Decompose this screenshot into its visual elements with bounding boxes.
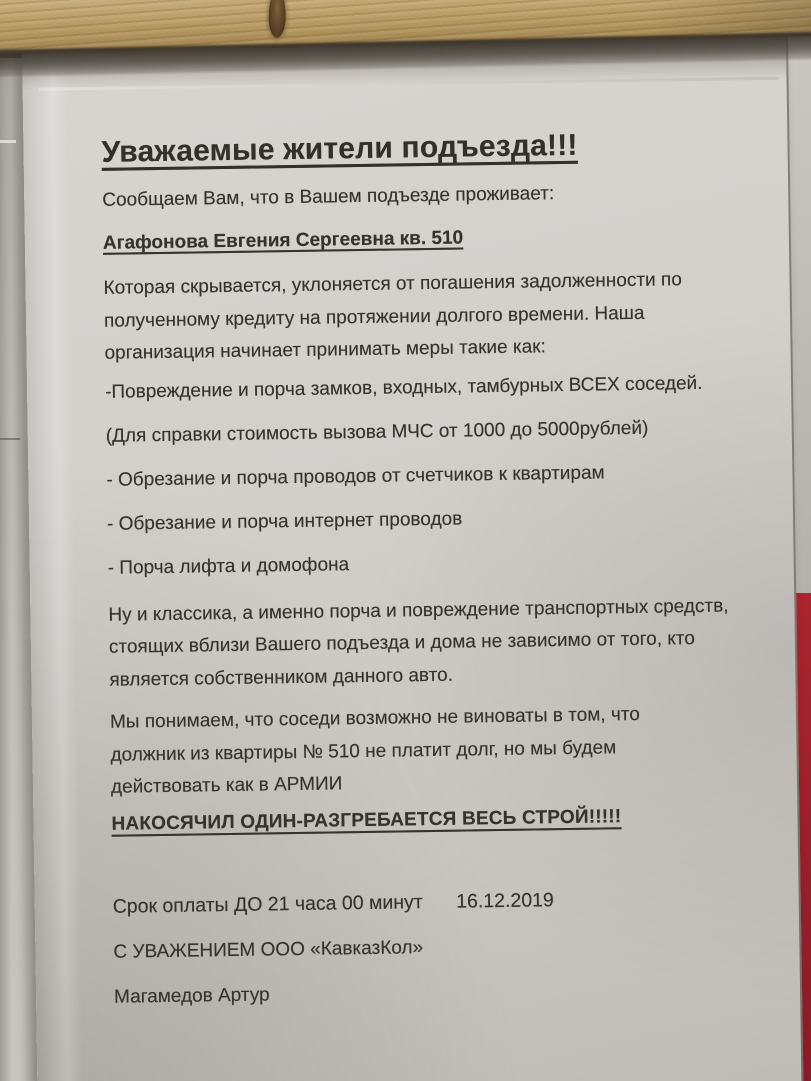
signature-person: Магамедов Артур [113, 983, 270, 1008]
debtor-name-line: Агафонова Евгения Сергеевна кв. 510 [102, 227, 464, 254]
wood-knot [268, 0, 286, 38]
paragraph-debt-description: Которая скрывается, уклоняется от погашения задолженности по полученному кредиту на протяжении долгого времени. Наша организация начинает принимать меры такие как: [103, 269, 682, 364]
notice-title: Уважаемые жители подъезда!!! [101, 128, 578, 169]
measure-item-internet-wires: - Обрезание и порча интернет проводов [106, 508, 463, 535]
wall-mark [0, 438, 20, 440]
measure-item-meter-wires: - Обрезание и порча проводов от счетчиков к квартирам [106, 461, 605, 491]
notice-content [22, 37, 794, 1012]
signature-organization: С УВАЖЕНИЕМ ООО «КавказКол» [113, 936, 424, 963]
deadline-line [113, 884, 737, 919]
notice-slogan: НАКОСЯЧИЛ ОДИН-РАЗГРЕБАЕТСЯ ВЕСЬ СТРОЙ!!!!! [111, 805, 622, 835]
paragraph-cars: Ну и классика, а именно порча и повреждение транспортных средств, стоящих вблизи Вашего подъезда и дома не зависимо от того, кто является собственником данного авто. [108, 595, 729, 691]
measure-item-mchs-note: (Для справки стоимость вызова МЧС от 1000 до 5000рублей) [105, 417, 649, 447]
wall-mark [0, 140, 16, 143]
measure-item-locks: -Повреждение и порча замков, входных, тамбурных ВСЕХ соседей. [104, 372, 703, 403]
notice-intro: Сообщаем Вам, что в Вашем подъезде проживает: [102, 183, 555, 211]
notice-paper [22, 37, 805, 1081]
deadline-text: Срок оплаты ДО 21 часа 00 минут [112, 890, 423, 918]
measure-item-elevator: - Порча лифта и домофона [107, 553, 350, 579]
paragraph-army: Мы понимаем, что соседи возможно не виноваты в том, что должник из квартиры № 510 не платит долг, но мы будем действовать как в АРМИИ [109, 703, 640, 798]
deadline-date: 16.12.2019 [456, 888, 554, 913]
